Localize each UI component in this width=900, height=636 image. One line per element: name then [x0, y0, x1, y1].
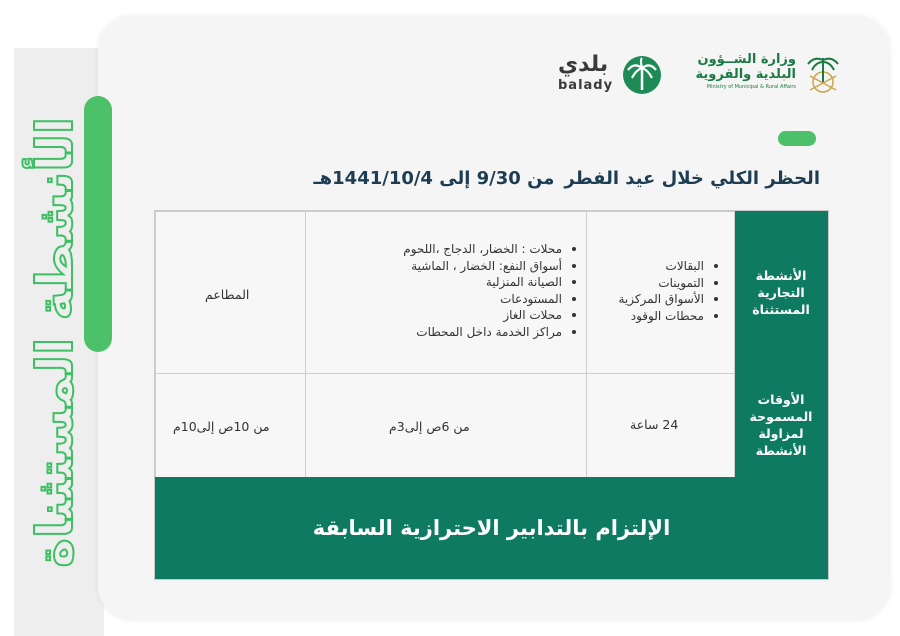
decorative-small-pill [778, 131, 816, 146]
list-item: محلات الغاز [403, 307, 562, 324]
list-item: محلات : الخضار، الدجاج ،اللحوم [403, 242, 562, 256]
list-item: المستودعات [403, 291, 562, 308]
palm-emblem-icon [802, 52, 844, 96]
footer-text: الإلتزام بالتدابير الاحترازية السابقة [312, 516, 671, 540]
list-item: الأسواق المركزية [618, 292, 704, 306]
ministry-name-ar: وزارة الشــؤون البلدية والقروية [695, 52, 796, 82]
balady-logo [556, 52, 688, 98]
list-item: البقالات [618, 258, 704, 275]
row-header-activities: الأنشطة التجارية المستثناة [734, 211, 828, 373]
balady-name-en: balady [558, 78, 614, 93]
list-item: محطات الوقود [618, 308, 704, 325]
balady-palm-icon [622, 54, 662, 96]
list-item: التموينات [618, 275, 704, 292]
time-col1: 24 ساعة [630, 417, 679, 432]
ministry-name-en: Ministry of Municipal & Rural Affairs [706, 84, 796, 90]
time-col2: من 6ص إلى3م [389, 419, 470, 434]
ministry-logo [695, 52, 844, 98]
col3-restaurants: المطاعم [205, 287, 250, 302]
side-title: الأنشطة المستثناة [26, 116, 84, 568]
list-item: الصيانة المنزلية [403, 274, 562, 291]
list-item: أسواق النفع: الخضار ، الماشية [403, 258, 562, 275]
list-item: مراكز الخدمة داخل المحطات [403, 324, 562, 341]
time-col3: من 10ص إلى10م [173, 419, 270, 434]
row-header-times: الأوقات المسموحة لمزاولة الأنشطة [734, 373, 828, 477]
ban-heading: الحظر الكلي خلال عيد الفطرمن 9/30 إلى 1441/10/4هـ [313, 168, 820, 189]
col1-list [618, 258, 722, 324]
footer-band [155, 477, 828, 579]
balady-name-ar: بلدي [558, 52, 609, 77]
col2-list [403, 241, 580, 340]
activities-table [154, 210, 829, 580]
decorative-pill [84, 96, 112, 352]
